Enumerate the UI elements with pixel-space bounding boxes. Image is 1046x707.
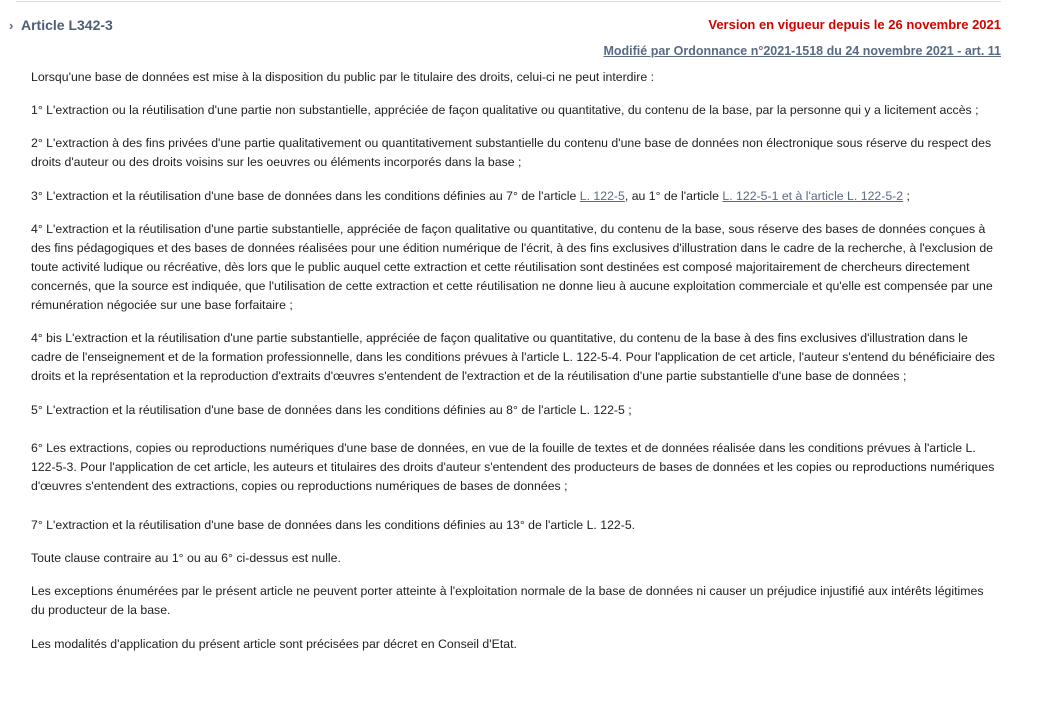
link-l122-5[interactable]: L. 122-5 — [579, 189, 625, 203]
paragraph-7: 7° L'extraction et la réutilisation d'une base de données dans les conditions définies au 13° de l'article L. 122-5. — [31, 518, 636, 532]
paragraph-5: 5° L'extraction et la réutilisation d'une base de données dans les conditions définies au 8° de l'article L. 122-5 ; — [31, 403, 632, 417]
paragraph-4: 4° L'extraction et la réutilisation d'une partie substantielle, appréciée de façon qualitative ou quantitative, du contenu de la base, sous réserve des bases de données conçues à des fins pédagogiques et des bases de données réalisées pour une édition numérique de l'écrit, à des fins exclusives d'illustration dans le cadre de la recherche, à l'exclusion de toute activité ludique ou récréative, dès lors que le public auquel cette extraction et cette réutilisation sont destinées est composé majoritairement de chercheurs directement concernés, que la source est indiquée, que l'utilisation de cette extraction et cette réutilisation ne donne lieu à aucune exploitation commerciale et qu'elle est compensée par une rémunération négociée sur une base forfaitaire ; — [31, 222, 994, 312]
intro-paragraph: Lorsqu'une base de données est mise à la disposition du public par le titulaire des droits, celui-ci ne peut interdire : — [31, 70, 655, 84]
clause-paragraph: Toute clause contraire au 1° ou au 6° ci-dessus est nulle. — [31, 551, 341, 565]
modification-link[interactable]: Modifié par Ordonnance n°2021-1518 du 24 novembre 2021 - art. 11 — [603, 44, 1001, 58]
paragraph-2: 2° L'extraction à des fins privées d'une partie qualitativement ou quantitativement substantielle du contenu d'une base de données non électronique sous réserve du respect des droits d'auteur ou des droits voisins sur les oeuvres ou éléments incorporés dans la base ; — [31, 136, 992, 169]
article-content — [31, 68, 997, 654]
paragraph-3-text-middle: , au 1° de l'article — [624, 189, 723, 203]
paragraph-1: 1° L'extraction ou la réutilisation d'une partie non substantielle, appréciée de façon qualitative ou quantitative, du contenu de la base, par la personne qui y a licitement accès ; — [31, 103, 979, 117]
chevron-right-icon[interactable]: › — [9, 18, 14, 33]
version-status: Version en vigueur depuis le 26 novembre 2021 — [708, 17, 1001, 32]
paragraph-3-text-end: ; — [903, 189, 910, 203]
top-divider — [16, 1, 1001, 2]
article-title[interactable]: Article L342-3 — [21, 17, 113, 33]
paragraph-3-text: 3° L'extraction et la réutilisation d'une base de données dans les conditions définies au 7° de l'article — [31, 189, 580, 203]
paragraph-4bis: 4° bis L'extraction et la réutilisation d'une partie substantielle, appréciée de façon qualitative ou quantitative, du contenu de la base à des fins exclusives d'illustration dans le cadre de l'enseignement et de la formation professionnelle, dans les conditions prévues à l'article L. 122-5-4. Pour l'application de cet article, l'auteur s'entend du bénéficiaire des droits et la représentation et la reproduction d'extraits d'œuvres s'entendent de l'extraction et de la réutilisation d'une partie substantielle d'une base de données ; — [31, 331, 995, 383]
modalites-paragraph: Les modalités d'application du présent article sont précisées par décret en Conseil d'Etat. — [31, 637, 517, 651]
link-l122-5-1[interactable]: L. 122-5-1 et à l'article L. 122-5-2 — [722, 189, 904, 203]
exceptions-paragraph: Les exceptions énumérées par le présent article ne peuvent porter atteinte à l'exploitation normale de la base de données ni causer un préjudice injustifié aux intérêts légitimes du producteur de la base. — [31, 584, 984, 617]
paragraph-3 — [31, 187, 997, 206]
paragraph-6: 6° Les extractions, copies ou reproductions numériques d'une base de données, en vue de la fouille de textes et de données réalisée dans les conditions prévues à l'article L. 122-5-3. Pour l'application de cet article, les auteurs et titulaires des droits d'auteur s'entendent des producteurs de bases de données et les copies ou reproductions numériques d'œuvres s'entendent des extractions, copies ou reproductions numériques de bases de données ; — [31, 441, 995, 493]
